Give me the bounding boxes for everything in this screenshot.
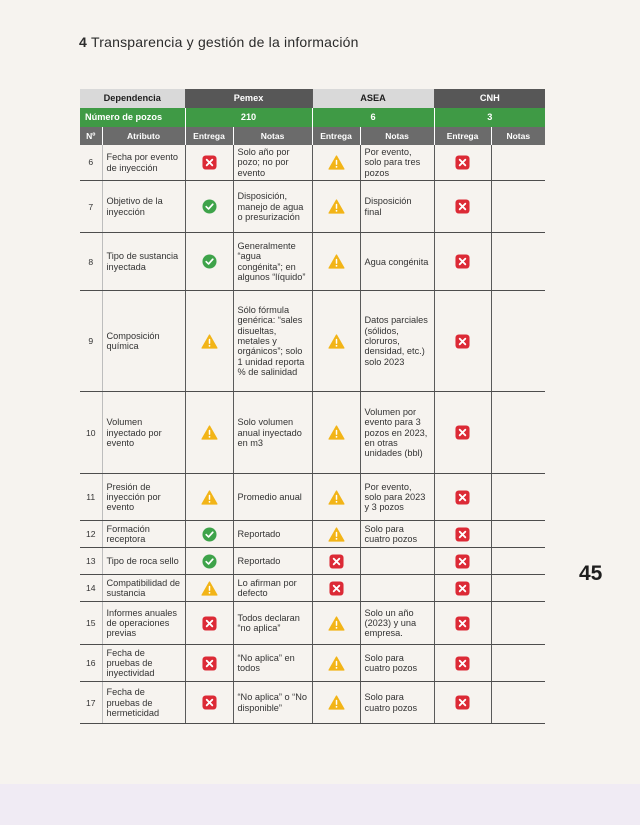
pemex-notes: Todos declaran “no aplica” bbox=[233, 602, 312, 645]
pemex-notes: Disposición, manejo de agua o presurización bbox=[233, 181, 312, 233]
table-row bbox=[80, 645, 545, 682]
cnh-status-cross-icon bbox=[434, 474, 491, 521]
asea-status-warn-icon bbox=[312, 291, 360, 392]
cnh-status-cross-icon bbox=[434, 181, 491, 233]
row-attribute: Objetivo de la inyección bbox=[102, 181, 185, 233]
table-row bbox=[80, 575, 545, 602]
pemex-status-cross-icon bbox=[185, 602, 233, 645]
asea-status-warn-icon bbox=[312, 233, 360, 291]
section-heading bbox=[79, 34, 359, 50]
table-row bbox=[80, 291, 545, 392]
col-pemex-notas: Notas bbox=[233, 127, 312, 145]
pemex-notes: Solo volumen anual inyectado en m3 bbox=[233, 392, 312, 474]
pemex-notes: “No aplica” en todos bbox=[233, 645, 312, 682]
pemex-notes: Reportado bbox=[233, 521, 312, 548]
cnh-status-cross-icon bbox=[434, 682, 491, 724]
row-number: 9 bbox=[80, 291, 102, 392]
asea-notes: Volumen por evento para 3 pozos en 2023, en otras unidades (bbl) bbox=[360, 392, 434, 474]
asea-notes: Solo para cuatro pozos bbox=[360, 645, 434, 682]
cnh-notes bbox=[491, 474, 545, 521]
cnh-notes bbox=[491, 682, 545, 724]
cnh-notes bbox=[491, 575, 545, 602]
cnh-status-cross-icon bbox=[434, 291, 491, 392]
pemex-status-warn-icon bbox=[185, 291, 233, 392]
cnh-header: CNH bbox=[434, 89, 545, 108]
asea-notes: Solo un año (2023) y una empresa. bbox=[360, 602, 434, 645]
asea-status-warn-icon bbox=[312, 145, 360, 181]
pemex-status-cross-icon bbox=[185, 682, 233, 724]
table-row bbox=[80, 181, 545, 233]
col-cnh-notas: Notas bbox=[491, 127, 545, 145]
pemex-status-warn-icon bbox=[185, 474, 233, 521]
section-title: Transparencia y gestión de la información bbox=[91, 34, 359, 50]
page-number: 45 bbox=[579, 562, 603, 585]
cnh-notes bbox=[491, 645, 545, 682]
row-attribute: Fecha por evento de inyección bbox=[102, 145, 185, 181]
cnh-status-cross-icon bbox=[434, 145, 491, 181]
row-attribute: Tipo de roca sello bbox=[102, 548, 185, 575]
row-number: 14 bbox=[80, 575, 102, 602]
attributes-table bbox=[80, 89, 545, 724]
asea-status-cross-icon bbox=[312, 548, 360, 575]
table-row bbox=[80, 392, 545, 474]
row-number: 11 bbox=[80, 474, 102, 521]
row-attribute: Informes anuales de operaciones previas bbox=[102, 602, 185, 645]
cnh-notes bbox=[491, 291, 545, 392]
asea-wells: 6 bbox=[312, 108, 434, 127]
row-number: 16 bbox=[80, 645, 102, 682]
asea-notes: Solo para cuatro pozos bbox=[360, 521, 434, 548]
pemex-status-warn-icon bbox=[185, 575, 233, 602]
cnh-status-cross-icon bbox=[434, 521, 491, 548]
asea-notes: Por evento, solo para 2023 y 3 pozos bbox=[360, 474, 434, 521]
cnh-status-cross-icon bbox=[434, 392, 491, 474]
cnh-wells: 3 bbox=[434, 108, 545, 127]
asea-status-warn-icon bbox=[312, 392, 360, 474]
cnh-status-cross-icon bbox=[434, 548, 491, 575]
asea-notes: Solo para cuatro pozos bbox=[360, 682, 434, 724]
asea-notes: Datos parciales (sólidos, cloruros, densidad, etc.) solo 2023 bbox=[360, 291, 434, 392]
pemex-notes: Sólo fórmula genérica: “sales disueltas, metales y orgánicos”; solo 1 unidad reporta % de salinidad bbox=[233, 291, 312, 392]
pemex-status-check-icon bbox=[185, 521, 233, 548]
asea-notes: Por evento, solo para tres pozos bbox=[360, 145, 434, 181]
col-num: Nº bbox=[80, 127, 102, 145]
cnh-notes bbox=[491, 602, 545, 645]
table-row bbox=[80, 682, 545, 724]
cnh-status-cross-icon bbox=[434, 645, 491, 682]
row-number: 7 bbox=[80, 181, 102, 233]
pemex-status-check-icon bbox=[185, 233, 233, 291]
cnh-status-cross-icon bbox=[434, 233, 491, 291]
pemex-notes: Lo afirman por defecto bbox=[233, 575, 312, 602]
table-row bbox=[80, 233, 545, 291]
cnh-status-cross-icon bbox=[434, 575, 491, 602]
asea-status-warn-icon bbox=[312, 645, 360, 682]
cnh-notes bbox=[491, 392, 545, 474]
row-number: 8 bbox=[80, 233, 102, 291]
cnh-notes bbox=[491, 548, 545, 575]
pemex-status-check-icon bbox=[185, 548, 233, 575]
dependencia-header: Dependencia bbox=[80, 89, 185, 108]
cnh-status-cross-icon bbox=[434, 602, 491, 645]
pemex-notes: Solo año por pozo; no por evento bbox=[233, 145, 312, 181]
col-atributo: Atributo bbox=[102, 127, 185, 145]
asea-status-warn-icon bbox=[312, 474, 360, 521]
row-attribute: Fecha de pruebas de hermeticidad bbox=[102, 682, 185, 724]
pemex-notes: Generalmente “agua congénita”; en algunos “líquido” bbox=[233, 233, 312, 291]
cnh-notes bbox=[491, 233, 545, 291]
row-attribute: Composición química bbox=[102, 291, 185, 392]
pemex-status-warn-icon bbox=[185, 392, 233, 474]
table-body bbox=[80, 145, 545, 724]
pemex-header: Pemex bbox=[185, 89, 312, 108]
row-attribute: Tipo de sustancia inyectada bbox=[102, 233, 185, 291]
cnh-notes bbox=[491, 521, 545, 548]
table-row bbox=[80, 602, 545, 645]
wells-label: Número de pozos bbox=[80, 108, 185, 127]
asea-status-warn-icon bbox=[312, 602, 360, 645]
pemex-notes: “No aplica” o “No disponible” bbox=[233, 682, 312, 724]
table-row bbox=[80, 521, 545, 548]
row-number: 10 bbox=[80, 392, 102, 474]
asea-status-warn-icon bbox=[312, 682, 360, 724]
row-number: 15 bbox=[80, 602, 102, 645]
table-row bbox=[80, 145, 545, 181]
page-footer-band bbox=[0, 784, 640, 825]
col-asea-notas: Notas bbox=[360, 127, 434, 145]
pemex-status-cross-icon bbox=[185, 645, 233, 682]
asea-status-cross-icon bbox=[312, 575, 360, 602]
row-number: 6 bbox=[80, 145, 102, 181]
row-attribute: Presión de inyección por evento bbox=[102, 474, 185, 521]
row-attribute: Fecha de pruebas de inyectividad bbox=[102, 645, 185, 682]
table-row bbox=[80, 474, 545, 521]
table-row bbox=[80, 548, 545, 575]
pemex-status-cross-icon bbox=[185, 145, 233, 181]
pemex-wells: 210 bbox=[185, 108, 312, 127]
asea-status-warn-icon bbox=[312, 181, 360, 233]
section-number: 4 bbox=[79, 34, 87, 50]
asea-notes bbox=[360, 575, 434, 602]
asea-header: ASEA bbox=[312, 89, 434, 108]
pemex-notes: Promedio anual bbox=[233, 474, 312, 521]
col-asea-entrega: Entrega bbox=[312, 127, 360, 145]
asea-notes: Disposición final bbox=[360, 181, 434, 233]
row-attribute: Compatibilidad de sustancia bbox=[102, 575, 185, 602]
asea-notes bbox=[360, 548, 434, 575]
row-number: 12 bbox=[80, 521, 102, 548]
col-cnh-entrega: Entrega bbox=[434, 127, 491, 145]
row-attribute: Formación receptora bbox=[102, 521, 185, 548]
row-number: 17 bbox=[80, 682, 102, 724]
row-attribute: Volumen inyectado por evento bbox=[102, 392, 185, 474]
col-pemex-entrega: Entrega bbox=[185, 127, 233, 145]
pemex-status-check-icon bbox=[185, 181, 233, 233]
cnh-notes bbox=[491, 181, 545, 233]
asea-notes: Agua congénita bbox=[360, 233, 434, 291]
pemex-notes: Reportado bbox=[233, 548, 312, 575]
row-number: 13 bbox=[80, 548, 102, 575]
asea-status-warn-icon bbox=[312, 521, 360, 548]
cnh-notes bbox=[491, 145, 545, 181]
